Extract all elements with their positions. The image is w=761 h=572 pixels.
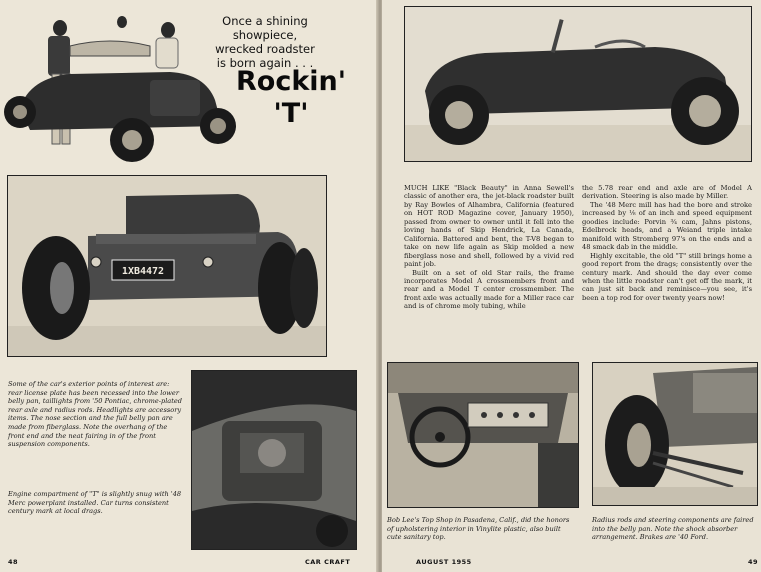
photo-side-view [404,6,752,162]
title-line-1: Rockin' [236,66,347,97]
left-page [0,0,378,572]
page-number-right: 49 [747,558,758,566]
title-line-2: 'T' [273,98,309,129]
license-plate-text: 1XB4472 [121,266,165,277]
page-number-left: 48 [8,558,19,566]
caption-exterior: Some of the car's exterior points of interest are: rear license plate has been recessed into the lower belly pan, taillights from '50 Pontiac, chrome-plated rear axle and radius rods. Headlights are accessory items. The nose section and the full belly pan are made from fiberglass. Note the overhang of the front end and the neat fairing in of the front suspension components. [8,380,183,449]
photo-interior [387,362,579,508]
footer-right [416,558,758,566]
photo-rear-view [7,175,327,357]
photo-radius-rods [592,362,758,506]
caption-engine: Engine compartment of "T" is slightly snug with '48 Merc powerplant installed. Car turns consistent century mark at local drags. [8,490,182,516]
article-paragraph-1: MUCH LIKE "Black Beauty" in Anna Sewell's classic of another era, the jet-black roadster built by Ray Bowles of Alhambra, California (featured on HOT ROD Magazine cover, January 1950), passed from owner to owner until it fell into the loving hands of Skip Hendrick, La Canada, California. Battered and bent, the T-V8 began to take on new life again as Skip molded a new fiberglass nose and shell, followed by a vivid red paint job. [404,184,574,269]
headline-line-2: wrecked roadster [215,42,315,56]
headline-line-1: Once a shining showpiece, [222,14,308,42]
caption-interior: Bob Lee's Top Shop in Pasadena, Calif., did the honors of upholstering interior in Vinylite plastic, also built cute sanitary top. [387,516,570,542]
article-paragraph-5: Highly excitable, the old "T" still brings home a good report from the drags; consistently over the century mark. And should the day ever come when the little roadster can't get off the mark, it can just sit back and reminisce—you see, it's been a top rod for over twenty years now! [582,251,752,302]
footer-date: AUGUST 1955 [416,558,472,566]
photo-engine-compartment [191,370,357,550]
article-paragraph-3: the 5.78 rear end and axle are of Model A derivation. Steering is also made by Miller. [582,184,752,201]
headline [190,14,340,70]
caption-radius-rods: Radius rods and steering components are faired into the belly pan. Note the shock absorber arrangement. Brakes are '40 Ford. [592,516,754,542]
article-title [236,66,346,130]
footer-left [8,558,378,566]
footer-magazine-title: CAR CRAFT [305,558,351,566]
right-page [382,0,761,572]
article-column-2 [582,184,752,302]
headline-line-3: is born again . . . [216,56,314,70]
article-paragraph-2: Built on a set of old Star rails, the frame incorporates Model A crossmembers front and rear and a Model T center crossmember. The front axle was actually made for a Miller race car and is of chrome moly tubing, while [404,268,574,311]
article-column-1 [404,184,574,311]
article-paragraph-4: The '48 Merc mill has had the bore and stroke increased by ⅛ of an inch and speed equipment goodies include: Porvin ¾ cam, Jahns pistons, Edelbrock heads, and a Weiand triple intake manifold with Stromberg 97's on the ends and a 48 smack dab in the middle. [582,200,752,252]
